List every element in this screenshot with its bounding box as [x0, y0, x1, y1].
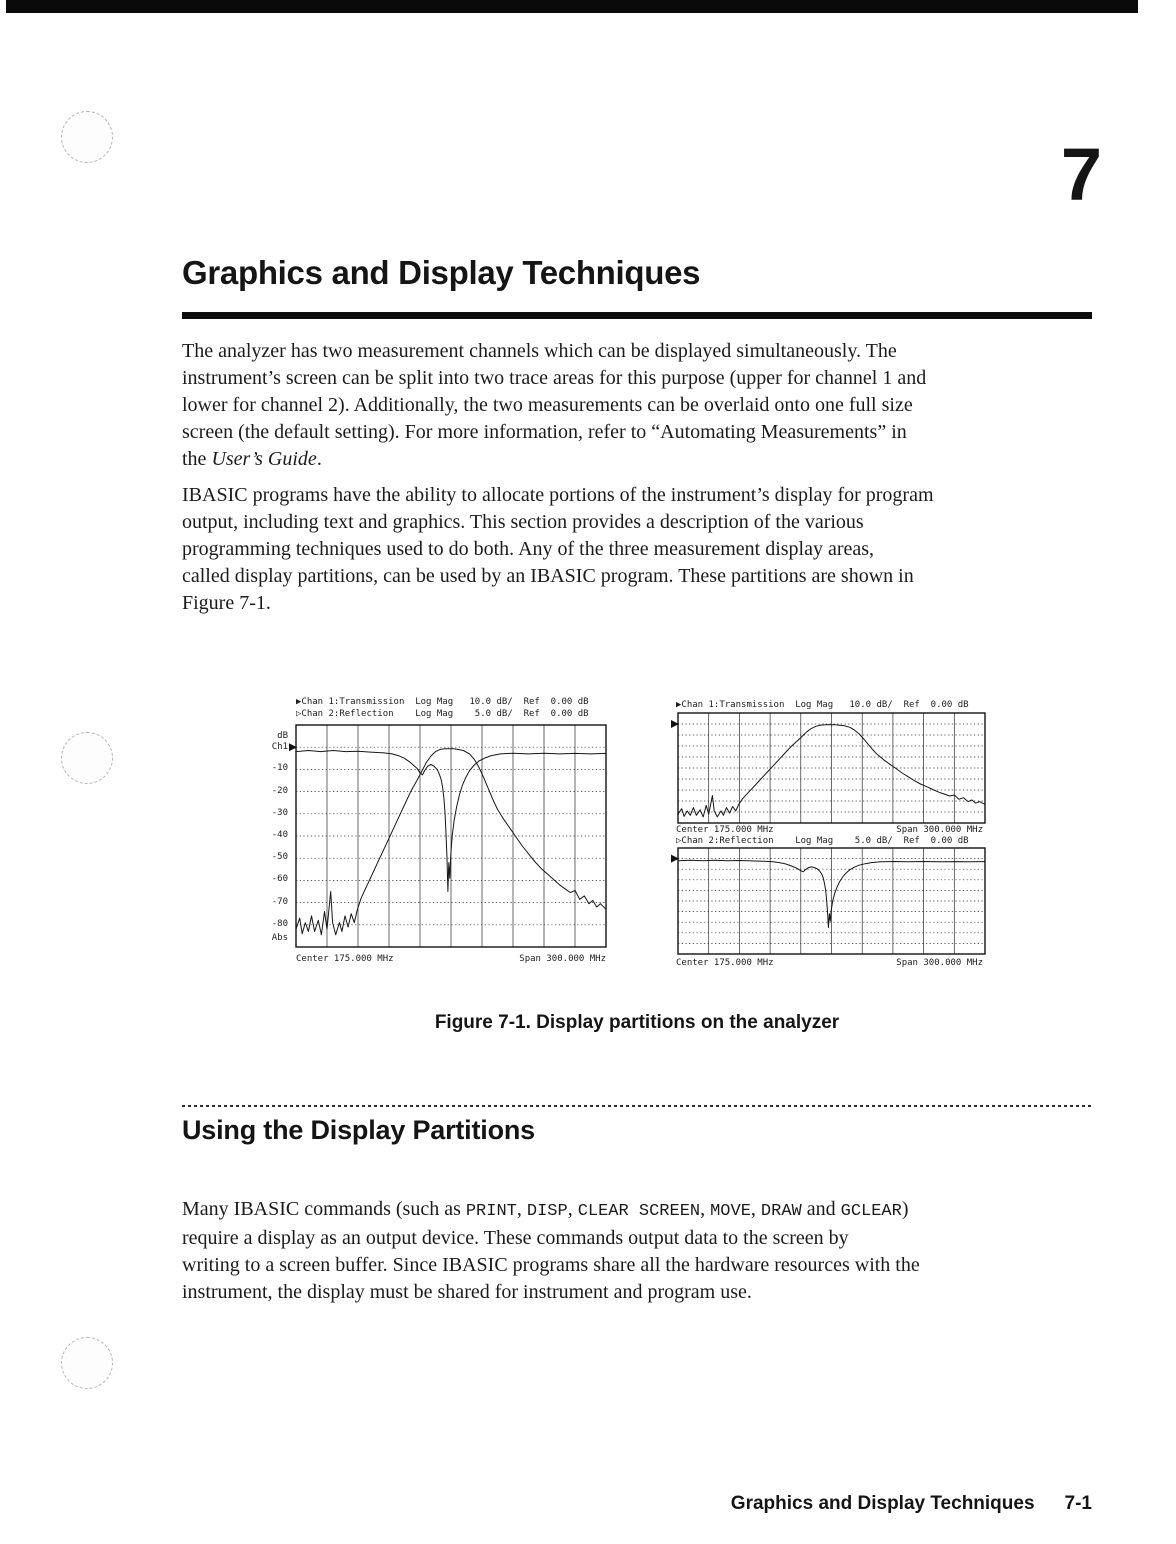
screen-footer: [676, 825, 983, 835]
footer-page-number: 7-1: [1064, 1493, 1092, 1514]
punch-hole: [61, 1337, 113, 1389]
y-axis-channel-label: Ch1: [271, 742, 288, 752]
screen-header-line: ▷Chan 2:Reflection Log Mag 5.0 dB/ Ref 0.00 dB: [676, 836, 969, 846]
y-axis-bottom-label: Abs: [271, 933, 288, 943]
figure-caption: Figure 7-1. Display partitions on the analyzer: [434, 1012, 840, 1033]
screen-header-line: ▷Chan 2:Reflection Log Mag 5.0 dB/ Ref 0.00 dB: [296, 709, 589, 719]
paragraph-commands: Many IBASIC commands (such as PRINT, DISP, CLEAR SCREEN, MOVE, DRAW and GCLEAR) require a display as an output device. These commands output data to the screen by writing to a screen buffer. Since IBASIC programs share all the hardware resources with the instrument, the display must be shared for instrument and program use.: [182, 1198, 920, 1303]
page-footer: [731, 1493, 1092, 1515]
punch-hole: [61, 732, 113, 784]
screen-footer: [676, 958, 983, 968]
y-axis-tick-label: -60: [271, 874, 288, 885]
punch-hole: [61, 111, 113, 163]
page-title: Graphics and Display Techniques: [182, 254, 701, 291]
split-bottom-graticule: [678, 848, 985, 954]
span-frequency-label: Span 300.000 MHz: [896, 825, 983, 835]
overlay-graticule: [296, 725, 606, 947]
chapter-number: 7: [1060, 133, 1100, 216]
y-axis-tick-label: -30: [271, 807, 288, 818]
y-axis-tick-label: -10: [271, 763, 288, 774]
center-frequency-label: Center 175.000 MHz: [676, 958, 774, 968]
y-axis-unit-label: dB: [277, 731, 288, 741]
paragraph-ibasic: IBASIC programs have the ability to allocate portions of the instrument’s display for program output, including text and graphics. This section provides a description of the various programming techniques used to do both. Any of the three measurement display areas, called display partitions, can be used by an IBASIC program. These partitions are shown in Figure 7-1.: [182, 484, 934, 614]
span-frequency-label: Span 300.000 MHz: [896, 958, 983, 968]
y-axis-tick-label: -70: [271, 896, 288, 907]
screen-footer: [296, 954, 606, 964]
section-rule: [182, 1105, 1092, 1107]
scan-top-bar: [6, 0, 1138, 13]
y-axis-tick-label: -80: [271, 918, 288, 929]
screen-header-line: ▶Chan 1:Transmission Log Mag 10.0 dB/ Ref 0.00 dB: [296, 697, 589, 707]
span-frequency-label: Span 300.000 MHz: [519, 954, 606, 964]
split-top-graticule: [678, 713, 985, 823]
title-rule: [182, 312, 1092, 319]
y-axis-tick-label: -50: [271, 852, 288, 863]
center-frequency-label: Center 175.000 MHz: [676, 825, 774, 835]
y-axis-tick-label: -40: [271, 830, 288, 840]
center-frequency-label: Center 175.000 MHz: [296, 954, 394, 964]
paragraph-intro: The analyzer has two measurement channels which can be displayed simultaneously. The instrument’s screen can be split into two trace areas for this purpose (upper for channel 1 and lower for channel 2). Additionally, the two measurements can be overlaid onto one full size screen (the default setting). For more information, refer to “Automating Measurements” in the User’s Guide.: [182, 340, 927, 470]
footer-title: Graphics and Display Techniques: [730, 1493, 1035, 1514]
screen-header-line: ▶Chan 1:Transmission Log Mag 10.0 dB/ Ref 0.00 dB: [676, 700, 969, 710]
y-axis-tick-label: -20: [271, 785, 288, 796]
section-title: Using the Display Partitions: [182, 1115, 535, 1145]
